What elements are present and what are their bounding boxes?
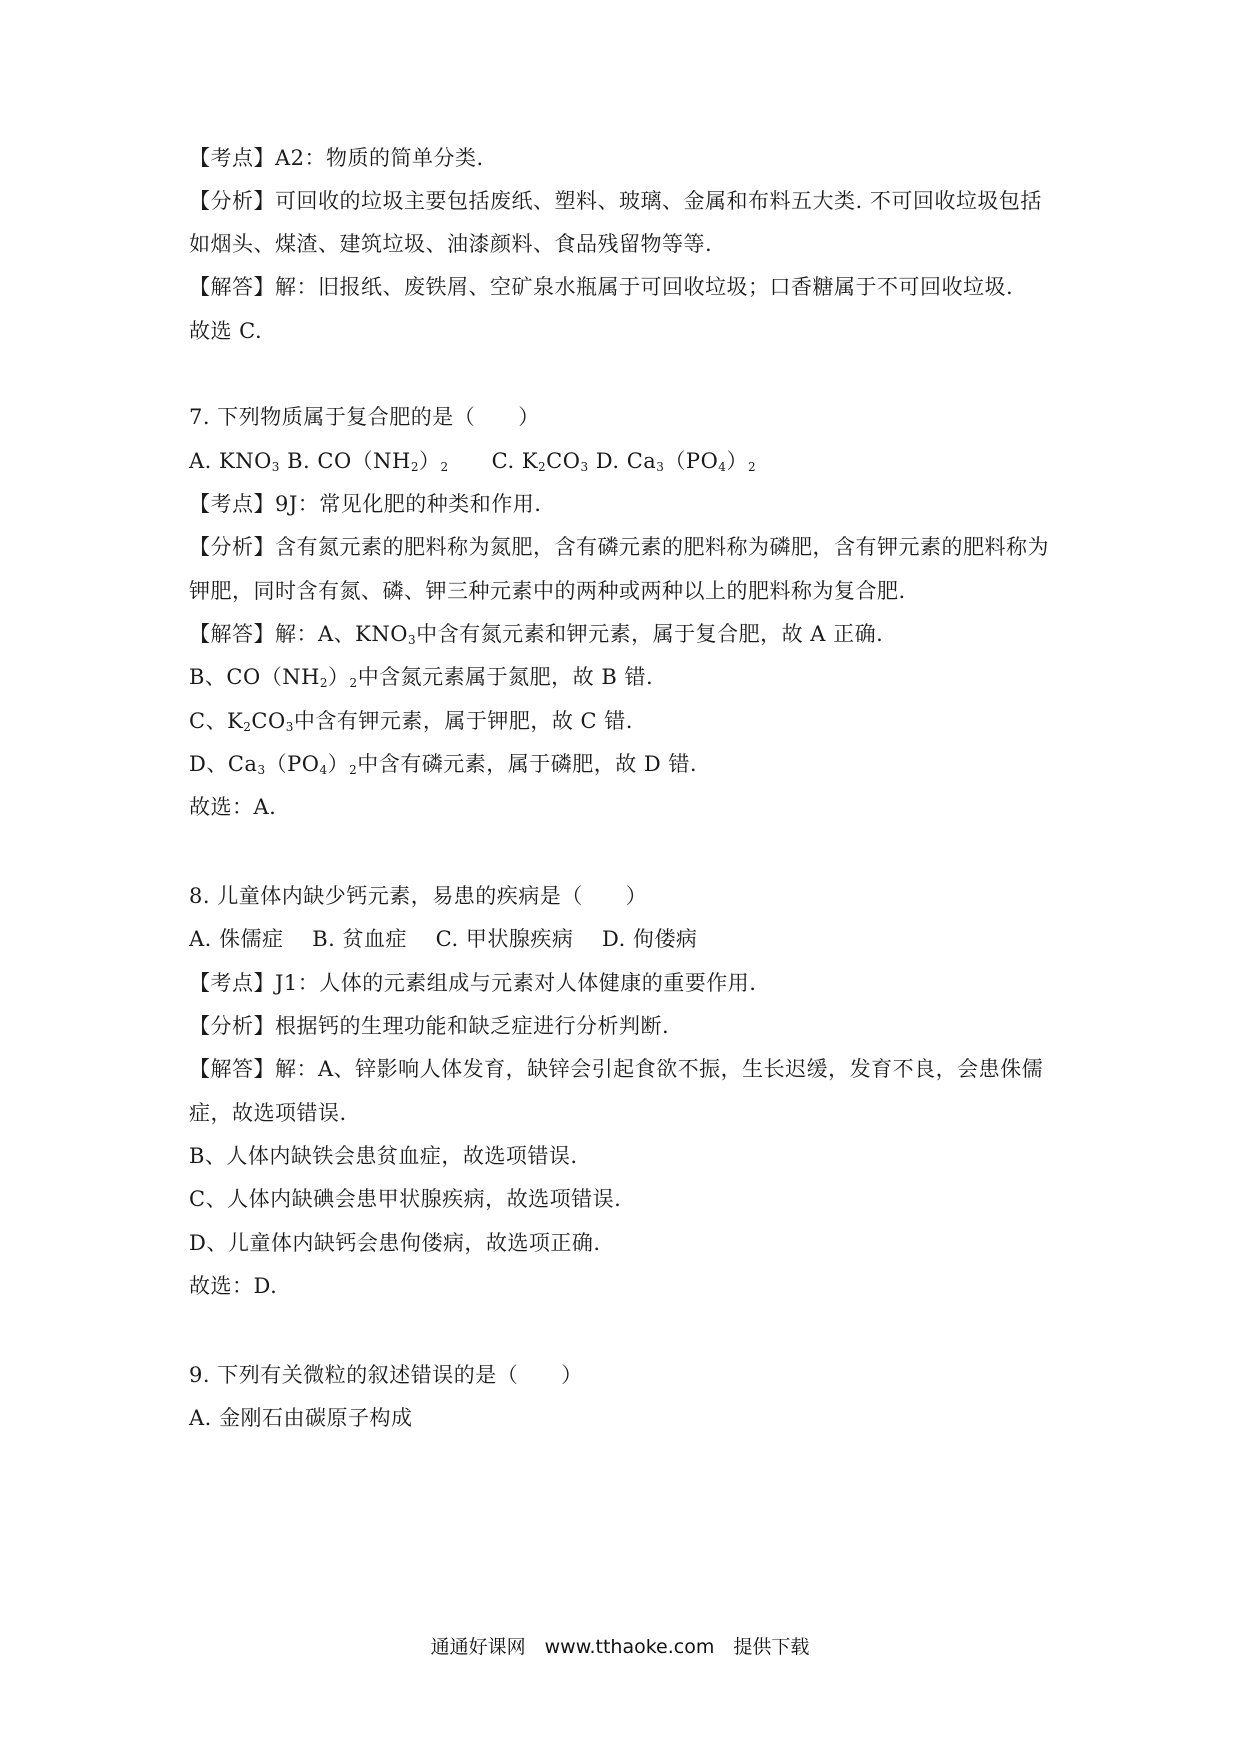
page-footer: 通通好课网 www.tthaoke.com 提供下载 [430, 1636, 810, 1658]
q9-stem: 9. 下列有关微粒的叙述错误的是（ ） [189, 1363, 583, 1387]
q6-fenxi-line2: 如烟头、煤渣、建筑垃圾、油漆颜料、食品残留物等等. [189, 232, 713, 256]
q8-jieda-line2: 症，故选项错误. [189, 1101, 347, 1125]
q7-fenxi-line2: 钾肥，同时含有氮、磷、钾三种元素中的两种或两种以上的肥料称为复合肥. [189, 579, 906, 603]
q7-jieda-a: 【解答】解：A、$KNO_3$中含有氮元素和钾元素，属于复合肥，故 A 正确. [189, 622, 884, 647]
q6-answer: 故选 C. [189, 319, 263, 343]
q6-fenxi-line1: 【分析】可回收的垃圾主要包括废纸、塑料、玻璃、金属和布料五大类. 不可回收垃圾包括 [189, 189, 1042, 213]
q7-jieda-b: B、$CO(NH_2)_2$中含氮元素属于氮肥，故 B 错. [189, 665, 654, 690]
q8-kaodian: 【考点】J1：人体的元素组成与元素对人体健康的重要作用. [189, 971, 757, 995]
q8-jieda-c: C、人体内缺碘会患甲状腺疾病，故选项错误. [189, 1187, 622, 1211]
q6-jieda: 【解答】解：旧报纸、废铁屑、空矿泉水瓶属于可回收垃圾；口香糖属于不可回收垃圾. [189, 275, 1014, 299]
q7-fenxi-line1: 【分析】含有氮元素的肥料称为氮肥，含有磷元素的肥料称为磷肥，含有钾元素的肥料称为 [189, 535, 1049, 559]
q7-stem: 7. 下列物质属于复合肥的是（ ） [189, 405, 540, 429]
q8-options: A. 侏儒症 B. 贫血症 C. 甲状腺疾病 D. 佝偻病 [189, 927, 698, 951]
q7-kaodian: 【考点】9J：常见化肥的种类和作用. [189, 492, 542, 516]
q8-jieda-line1: 【解答】解：A、锌影响人体发育，缺锌会引起食欲不振，生长迟缓，发育不良，会患侏儒 [189, 1057, 1044, 1081]
q8-fenxi: 【分析】根据钙的生理功能和缺乏症进行分析判断. [189, 1014, 670, 1038]
q8-answer: 故选：D. [189, 1274, 278, 1298]
q8-jieda-b: B、人体内缺铁会患贫血症，故选项错误. [189, 1144, 578, 1168]
q7-jieda-c: C、$K_2CO_3$中含有钾元素，属于钾肥，故 C 错. [189, 709, 633, 734]
q8-jieda-d: D、儿童体内缺钙会患佝偻病，故选项正确. [189, 1231, 601, 1255]
q7-answer: 故选：A. [189, 795, 277, 819]
q7-jieda-d: D、$Ca_3(PO_4)_2$中含有磷元素，属于磷肥，故 D 错. [189, 752, 698, 777]
q9-option-a: A. 金刚石由碳原子构成 [189, 1406, 413, 1430]
q7-options: A. $KNO_3$ B. $CO(NH_2)_2$ C. $K_2CO_3$ D. $Ca_3(PO_4)_2$ [189, 449, 757, 474]
q8-stem: 8. 儿童体内缺少钙元素，易患的疾病是（ ） [189, 884, 648, 908]
q6-kaodian: 【考点】A2：物质的简单分类. [189, 146, 484, 170]
